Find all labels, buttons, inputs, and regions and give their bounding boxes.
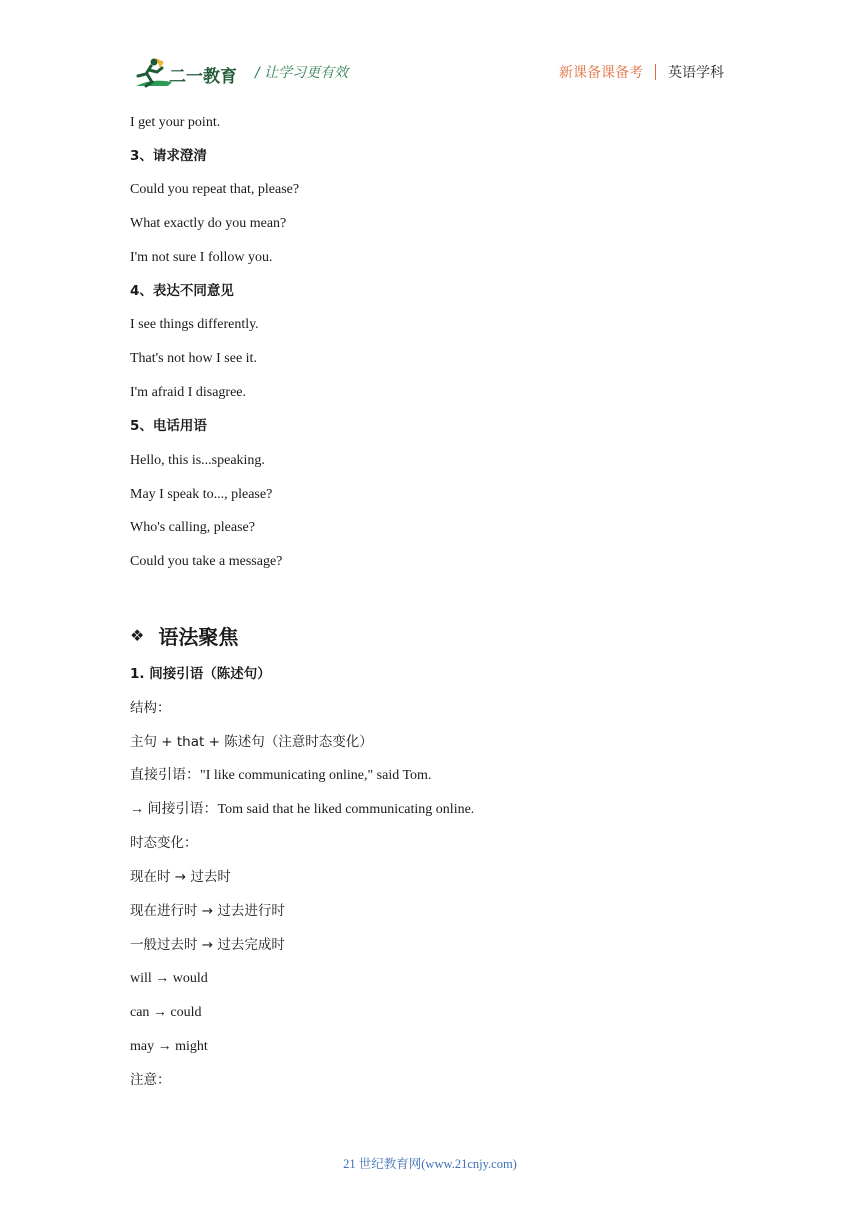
grammar-line: will → would [130, 971, 208, 986]
grammar-subheading: 1. 间接引语（陈述句） [130, 666, 271, 682]
slogan: / 让学习更有效 [255, 65, 349, 81]
phrase-line: I see things differently. [130, 317, 259, 332]
grammar-line: 主句 + that + 陈述句（注意时态变化） [130, 734, 373, 750]
grammar-line: 注意： [130, 1072, 171, 1088]
phrase-line: Who's calling, please? [130, 520, 255, 535]
phrase-line: What exactly do you mean? [130, 216, 287, 231]
subheading: 5、电话用语 [130, 418, 207, 434]
logo-text: 二一教育 [169, 67, 237, 87]
grammar-line: → 间接引语：Tom said that he liked communicating online. [130, 802, 475, 817]
section-title-text: 语法聚焦 [158, 625, 239, 649]
section-title [130, 621, 238, 650]
phrase-line: Hello, this is...speaking. [130, 453, 265, 468]
grammar-line: 一般过去时 → 过去完成时 [130, 937, 285, 953]
grammar-line: 现在时 → 过去时 [130, 869, 231, 885]
header-divider [655, 64, 656, 80]
phrase-line: I'm afraid I disagree. [130, 385, 247, 400]
grammar-line: can → could [130, 1005, 202, 1020]
diamond-bullet-icon: ❖ [130, 626, 145, 645]
phrase-line: I'm not sure I follow you. [130, 250, 273, 265]
page-footer: 21 世纪教育网(www.21cnjy.com) [343, 1157, 517, 1171]
subheading: 4、表达不同意见 [130, 283, 234, 299]
grammar-line: 现在进行时 → 过去进行时 [130, 903, 285, 919]
course-label: 新课备课备考 [559, 65, 643, 81]
grammar-line: may → might [130, 1039, 208, 1054]
grammar-line: 直接引语："I like communicating online," said Tom. [130, 768, 432, 783]
subject-label: 英语学科 [668, 65, 724, 81]
phrase-line: May I speak to..., please? [130, 487, 273, 502]
phrase-line: That's not how I see it. [130, 351, 257, 366]
page-header [0, 0, 860, 100]
header-right [559, 62, 724, 82]
phrase-line: Could you repeat that, please? [130, 182, 300, 197]
grammar-line: 时态变化： [130, 835, 198, 851]
phrase-line: Could you take a message? [130, 554, 283, 569]
grammar-line: 结构： [130, 700, 171, 716]
subheading: 3、请求澄清 [130, 148, 207, 164]
phrase-line: I get your point. [130, 115, 221, 130]
